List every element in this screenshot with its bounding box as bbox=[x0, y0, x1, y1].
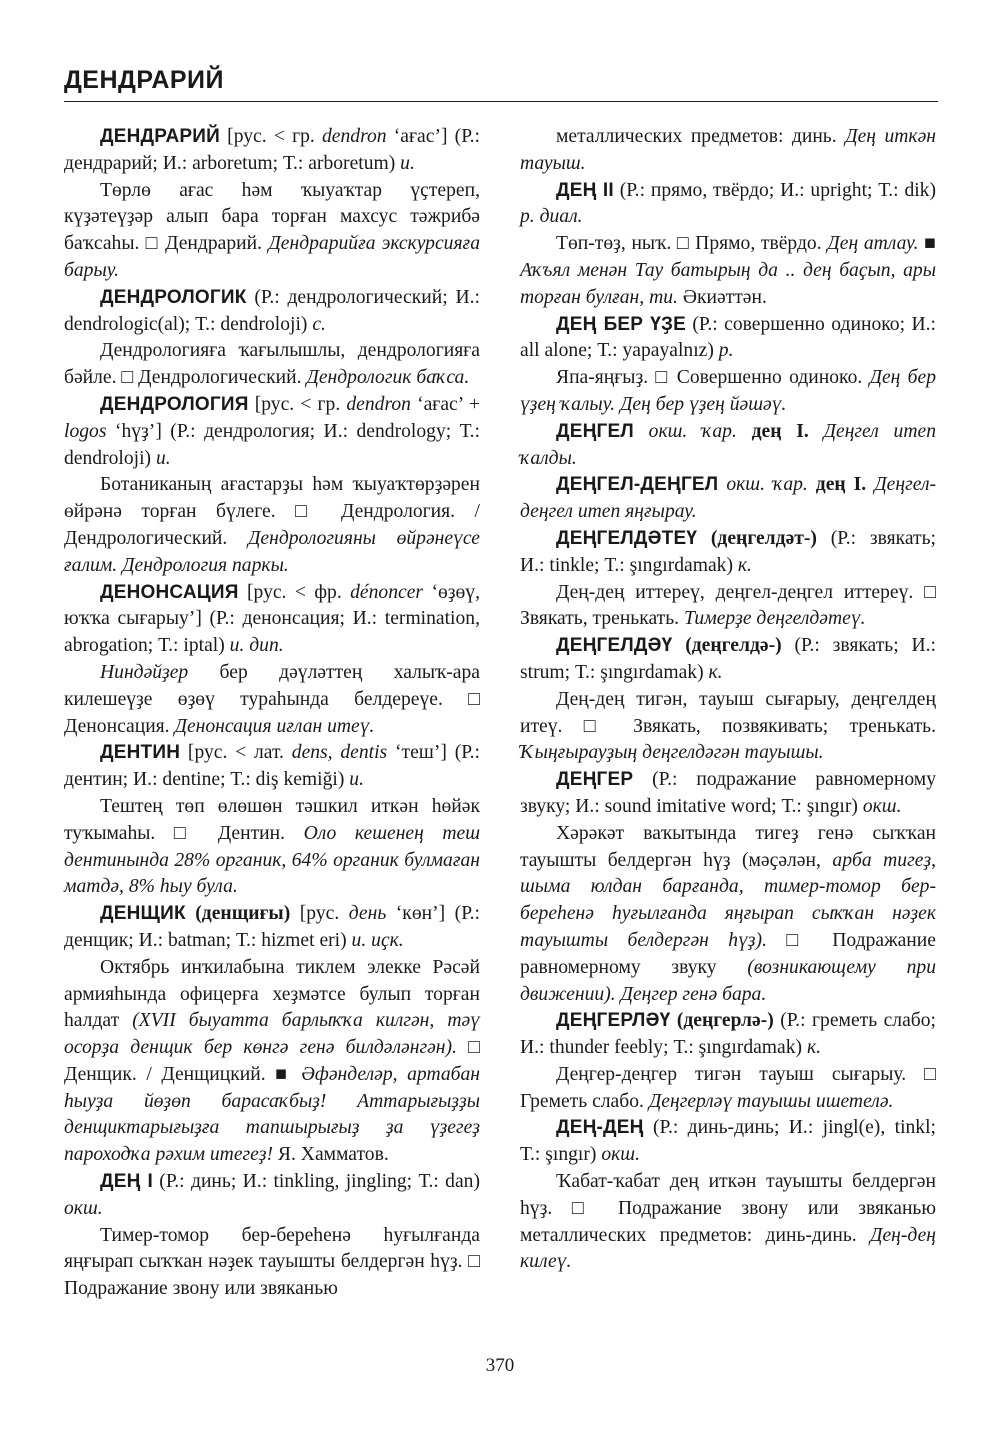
dictionary-paragraph bbox=[520, 526, 936, 580]
page-number: 370 bbox=[485, 1355, 515, 1376]
bold-text: (деңгелдәт-) bbox=[697, 527, 817, 549]
headword: ДЕҢГЕЛДӘҮ bbox=[556, 635, 673, 657]
italic-text: окш. bbox=[64, 1197, 103, 1219]
bold-text: (денщиғы) bbox=[185, 903, 291, 925]
body-text: (Р.: динь; И.: tinkling, jingling; Т.: dan) bbox=[152, 1171, 480, 1193]
italic-text: к. bbox=[737, 554, 752, 576]
italic-text: Дендрологик баҡса. bbox=[306, 367, 470, 389]
dictionary-paragraph bbox=[64, 901, 480, 955]
italic-text: logos bbox=[64, 420, 107, 442]
dictionary-paragraph bbox=[64, 660, 480, 740]
italic-text: Дендрологияны өйрәнеүсе ғалим. Дендрология паркы. bbox=[64, 527, 481, 576]
dictionary-paragraph bbox=[520, 580, 936, 634]
italic-text: окш. ҡар. bbox=[648, 420, 737, 442]
body-text: ‘ағас’] (Р.: дендрарий; И.: arboretum; Т.: arboretum) bbox=[64, 126, 480, 174]
dictionary-paragraph bbox=[520, 633, 936, 687]
body-text bbox=[634, 421, 649, 442]
body-text: □ Денщик. / Денщицкий. ■ bbox=[64, 1037, 481, 1085]
headword: ДЕНОНСАЦИЯ bbox=[100, 581, 239, 603]
body-text: металлических предметов: динь. bbox=[556, 126, 846, 147]
headword: ДЕНТИН bbox=[100, 742, 181, 764]
headword: ДЕҢГЕР bbox=[556, 769, 634, 791]
italic-text: и. bbox=[400, 152, 415, 174]
body-text: Тештең төп өлөшөн тәшкил иткән һөйәк туҡымаһы. □ Дентин. bbox=[64, 795, 480, 844]
body-text: Дендрологияға ҡағылышлы, дендрологияға бәйле. □ Дендрологический. bbox=[64, 340, 480, 389]
italic-text: Аҡъял менән Тау батырың да .. дең баҫып, ары торған булған, ти. bbox=[520, 259, 936, 308]
italic-text: Дең иткән тауыш. bbox=[520, 126, 936, 174]
body-text: [рус. < лат. bbox=[180, 742, 292, 764]
dictionary-paragraph bbox=[520, 231, 936, 311]
body-text: Октябрь инҡилабына тиклем элекке Рәсәй армияһында офицерға хеҙмәтсе булып торған һалдат bbox=[64, 956, 480, 1032]
italic-text: к. bbox=[806, 1037, 822, 1059]
dictionary-paragraph bbox=[64, 178, 480, 285]
bold-text: (деңгерлә-) bbox=[670, 1010, 774, 1032]
body-text: Ҡабат-ҡабат дең иткән тауышты белдергән һүҙ. □ Подражание звону или звяканью металлических предметов: динь-динь. bbox=[520, 1171, 936, 1246]
italic-text: арба тигеҙ, шыма юлдан барғанда, тимер-томор бер-береһенә һуғылғанда яңғырап сыҡҡан нәҙек тауышты белдергән һүҙ). bbox=[520, 849, 936, 951]
italic-text: и. дип. bbox=[229, 635, 284, 657]
italic-text: Оло кешенең теш дентинында 28% органик, 64% органик булмаған матдә, 8% һыу була. bbox=[64, 822, 480, 898]
dictionary-paragraph bbox=[64, 472, 480, 579]
body-text bbox=[809, 421, 824, 442]
dictionary-paragraph bbox=[520, 312, 936, 366]
body-text: (Р.: совершенно одиноко; И.: all alone; Т.: yapayalnız) bbox=[520, 313, 936, 362]
dictionary-paragraph bbox=[520, 767, 936, 821]
body-text: Төрлө ағас һәм ҡыуаҡтар үҫтереп, күҙәтеүҙәр алып бара торған махсус тәжрибә баҡсаһы. □ Дендрарий. bbox=[64, 179, 480, 255]
italic-text: Деңгел итеп ҡалды. bbox=[520, 420, 936, 469]
dictionary-paragraph bbox=[520, 1062, 936, 1116]
body-text: □ Подражание равномерному звуку bbox=[520, 929, 936, 978]
italic-text: Ниндәйҙер bbox=[100, 661, 189, 683]
italic-text: окш. bbox=[601, 1144, 640, 1166]
dictionary-paragraph bbox=[64, 1223, 480, 1303]
body-text: Дең-дең тигән, тауыш сығарыу, деңгелдең итеү. □ Звякать, позвякивать; тренькать. bbox=[520, 688, 936, 737]
dictionary-paragraph bbox=[520, 178, 936, 232]
dictionary-paragraph bbox=[520, 419, 936, 473]
header-rule bbox=[64, 101, 938, 102]
dictionary-paragraph bbox=[64, 794, 480, 901]
body-text: ‘һүҙ’] (Р.: дендрология; И.: dendrology; Т.: dendroloji) bbox=[64, 420, 480, 469]
dictionary-paragraph bbox=[64, 740, 480, 794]
running-head: ДЕНДРАРИЙ bbox=[64, 66, 224, 94]
dictionary-paragraph bbox=[520, 1008, 936, 1062]
body-text: Төп-төҙ, ныҡ. □ Прямо, твёрдо. bbox=[556, 233, 828, 255]
italic-text: и. иҫк. bbox=[351, 929, 404, 951]
headword: ДЕҢ-ДЕҢ bbox=[556, 1117, 644, 1139]
body-text: ‘өҙөү, юҡҡа сығарыу’] (Р.: денонсация; И.: termination, abrogation; Т.: iptal) bbox=[64, 581, 480, 657]
dictionary-paragraph bbox=[520, 821, 936, 1009]
italic-text: Ҡыңғырауҙың деңгелдәгән тауышы. bbox=[520, 742, 824, 764]
body-text: бер дәүләттең халыҡ-ара килешеүҙе өҙөү тураһында белдереүе. □ Денонсация. bbox=[64, 661, 480, 737]
italic-text: к. bbox=[708, 661, 723, 683]
dictionary-paragraph bbox=[520, 124, 936, 178]
italic-text: Деңгел-деңгел итеп яңғырау. bbox=[520, 474, 937, 523]
italic-text: dendron bbox=[322, 126, 387, 147]
italic-text: день bbox=[348, 903, 387, 925]
body-text: (Р.: звякать; И.: strum; Т.: şıngırdamak) bbox=[520, 635, 936, 683]
headword: ДЕҢГЕЛ-ДЕҢГЕЛ bbox=[556, 474, 719, 496]
italic-text: Денонсация иғлан итеү. bbox=[174, 715, 375, 737]
body-text: (Р.: динь-динь; И.: jingl(e), tinkl; Т.: şıngır) bbox=[520, 1117, 936, 1166]
body-text: Дең-дең иттереү, деңгел-деңгел иттереү. □ Звякать, тренькать. bbox=[520, 581, 936, 630]
bold-text: дең I. bbox=[807, 474, 867, 496]
body-text: [рус. bbox=[290, 903, 349, 925]
dictionary-paragraph bbox=[64, 1169, 480, 1223]
dictionary-paragraph bbox=[64, 392, 480, 472]
body-text: ‘ағас’ + bbox=[410, 393, 480, 415]
headword: ДЕҢГЕЛДӘТЕҮ bbox=[556, 527, 698, 549]
italic-text: окш. ҡар. bbox=[726, 474, 808, 496]
bold-text: дең I. bbox=[736, 420, 809, 442]
italic-text: dens, dentis bbox=[291, 742, 388, 764]
italic-text: (XVII быуатта барлыҡҡа килгән, тәү осорҙа денщик бер көнгә генә билдәләнгән). bbox=[64, 1010, 480, 1059]
body-text: [рус. < фр. bbox=[238, 581, 351, 603]
headword: ДЕҢ I bbox=[100, 1171, 153, 1193]
body-text: [рус. < гр. bbox=[248, 393, 347, 415]
italic-text: с. bbox=[312, 313, 326, 335]
body-text: ‘көн’] (Р.: денщик; И.: batman; Т.: hizmet eri) bbox=[64, 903, 480, 951]
body-text: ■ bbox=[918, 233, 936, 255]
dictionary-paragraph bbox=[64, 580, 480, 660]
dictionary-paragraph bbox=[64, 124, 480, 178]
dictionary-paragraph bbox=[520, 687, 936, 767]
dictionary-paragraph bbox=[520, 472, 936, 526]
body-text: Әкиәттән. bbox=[677, 286, 767, 308]
italic-text: и. bbox=[155, 447, 171, 469]
body-text: (Р.: греметь слабо; И.: thunder feebly; Т.: şıngırdamak) bbox=[520, 1010, 936, 1059]
italic-text: р. диал. bbox=[520, 206, 583, 228]
italic-text: Деңгерләү тауышы ишетелә. bbox=[648, 1090, 894, 1112]
bold-text: (деңгелдә-) bbox=[672, 635, 782, 657]
italic-text: Әфәнделәр, артабан һыуҙа йөҙөп барасаҡбыҙ! Аттарығыҙҙы денщиктарығыҙға тапшырығыҙ ҙа үҙегеҙ пароходҡа рәхим итегеҙ! bbox=[64, 1063, 481, 1166]
dictionary-paragraph bbox=[64, 338, 480, 392]
headword: ДЕҢ БЕР ҮҘЕ bbox=[556, 313, 686, 335]
italic-text: Дең атлау. bbox=[827, 233, 919, 255]
body-text: Я. Хамматов. bbox=[273, 1144, 389, 1166]
headword: ДЕНДРАРИЙ bbox=[100, 126, 220, 147]
dictionary-paragraph bbox=[64, 285, 480, 339]
body-text: ‘теш’] (Р.: дентин; И.: dentine; Т.: diş kemiği) bbox=[64, 742, 481, 791]
italic-text: dénoncer bbox=[350, 581, 424, 603]
body-text: [рус. < гр. bbox=[219, 126, 322, 147]
body-text: Ботаниканың ағастарҙы һәм ҡыуаҡтөрҙәрен өйрәнә торған бүлеге. □ Дендрология. / Дендрологический. bbox=[64, 474, 480, 549]
body-text: (Р.: дендрологический; И.: dendrologic(al); Т.: dendroloji) bbox=[64, 286, 480, 335]
headword: ДЕҢГЕРЛӘҮ bbox=[556, 1010, 671, 1032]
italic-text: р. bbox=[718, 340, 734, 362]
body-text: (Р.: подражание равномерному звуку; И.: sound imitative word; Т.: şıngır) bbox=[520, 769, 936, 817]
italic-text: окш. bbox=[862, 795, 902, 817]
headword: ДЕНЩИК bbox=[100, 903, 186, 925]
italic-text: (возникающему при движении). Деңгер генә бара. bbox=[520, 956, 936, 1005]
italic-text: Дең бер үҙең ҡалыу. Дең бер үҙең йәшәү. bbox=[520, 367, 936, 415]
headword: ДЕҢГЕЛ bbox=[556, 420, 634, 442]
body-text: Тимер-томор бер-береһенә һуғылғанда яңғырап сыҡҡан нәҙек тауышты белдергән һүҙ. □ Подражание звону или звяканью bbox=[64, 1224, 480, 1300]
headword: ДЕНДРОЛОГИК bbox=[100, 286, 247, 308]
italic-text: Дең-дең килеү. bbox=[520, 1224, 936, 1273]
body-text: Япа-яңғыҙ. □ Совершенно одиноко. bbox=[556, 367, 870, 389]
dictionary-paragraph bbox=[520, 1169, 936, 1276]
headword: ДЕҢ II bbox=[556, 179, 614, 201]
headword: ДЕНДРОЛОГИЯ bbox=[100, 393, 249, 415]
body-text: (Р.: прямо, твёрдо; И.: upright; Т.: dik) bbox=[613, 179, 937, 201]
body-text: (Р.: звякать; И.: tinkle; Т.: şıngırdamak) bbox=[520, 527, 936, 576]
body-text: Деңгер-деңгер тигән тауыш сығарыу. □ Греметь слабо. bbox=[520, 1063, 936, 1112]
left-column bbox=[64, 124, 480, 1303]
italic-text: и. bbox=[349, 769, 364, 791]
dictionary-paragraph bbox=[64, 955, 480, 1169]
italic-text: dendron bbox=[346, 393, 411, 415]
body-text: Хәрәкәт ваҡытында тигеҙ генә сыҡҡан тауышты белдергән һүҙ (мәҫәлән, bbox=[520, 822, 936, 871]
dictionary-paragraph bbox=[520, 1115, 936, 1169]
italic-text: Тимерҙе деңгелдәтеү. bbox=[683, 608, 866, 630]
dictionary-paragraph bbox=[520, 365, 936, 419]
right-column bbox=[520, 124, 936, 1276]
italic-text: Дендрарийға экскурсияға барыу. bbox=[64, 233, 480, 281]
